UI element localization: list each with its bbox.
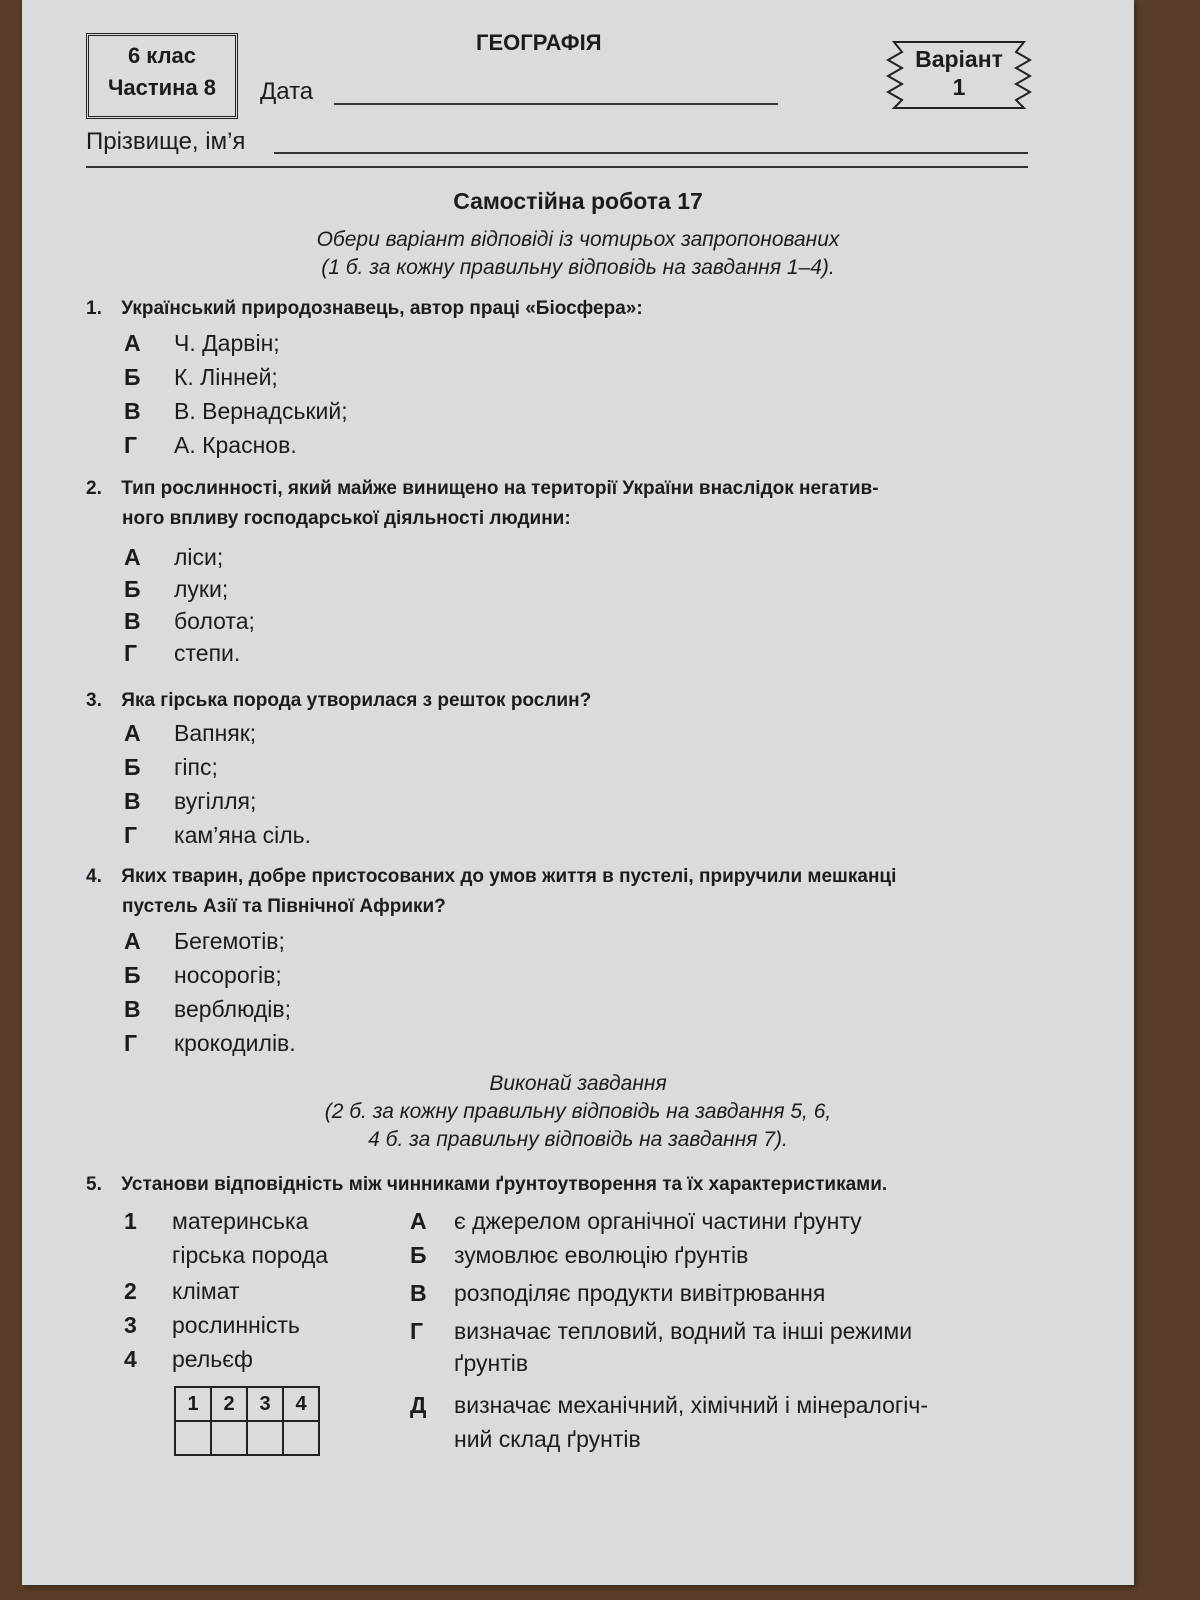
- question-number: 1.: [86, 298, 102, 319]
- question-2: [86, 474, 1046, 534]
- date-label: Дата: [260, 78, 314, 105]
- factor-number: 1: [124, 1208, 137, 1234]
- question-3-options: А Вапняк; Б гіпс; В вугілля; Г кам’яна сіль.: [124, 720, 312, 848]
- factor-text: рослинність: [172, 1312, 300, 1338]
- factor-text: клімат: [172, 1278, 240, 1304]
- class-part-box: [86, 33, 238, 119]
- name-label: Прізвище, ім’я: [86, 128, 246, 155]
- question-text: Український природознавець, автор праці «Біосфера»:: [121, 298, 643, 319]
- characteristic-letter: А: [410, 1208, 427, 1234]
- answer-grid-header-row: [175, 1387, 319, 1421]
- variant-number: 1: [952, 74, 966, 100]
- factor-text: рельєф: [172, 1346, 253, 1372]
- answer-grid-header: 3: [247, 1387, 283, 1421]
- answer-grid-header: 1: [175, 1387, 211, 1421]
- instructions-line-2: (1 б. за кожну правильну відповідь на завдання 1–4).: [321, 256, 835, 279]
- question-number: 4.: [86, 866, 102, 887]
- grade-label: 6 клас: [127, 43, 197, 68]
- task-instructions-line-3: 4 б. за правильну відповідь на завдання 7).: [368, 1128, 788, 1151]
- characteristic-text: є джерелом органічної частини ґрунту: [454, 1208, 862, 1234]
- question-number: 3.: [86, 690, 102, 711]
- characteristic-text: визначає тепловий, водний та інші режими: [454, 1318, 913, 1344]
- factor-text-continued: гірська порода: [172, 1242, 329, 1268]
- characteristic-letter: В: [410, 1280, 427, 1306]
- factor-number: 2: [124, 1278, 137, 1304]
- answer-grid-input-row: [175, 1421, 319, 1455]
- variant-label: Варіант: [915, 46, 1003, 72]
- question-5: [86, 1170, 1046, 1200]
- question-3: [86, 686, 1046, 716]
- answer-grid-header: 4: [283, 1387, 319, 1421]
- question-text-continued: ного впливу господарської діяльності людини:: [122, 508, 571, 529]
- question-1-options: А Ч. Дарвін; Б К. Лінней; В В. Вернадський; Г А. Краснов.: [124, 330, 348, 458]
- characteristic-letter: Д: [410, 1392, 427, 1418]
- answer-grid: [174, 1386, 320, 1456]
- characteristic-letter: Б: [410, 1242, 427, 1268]
- worksheet-page: [22, 0, 1134, 1585]
- question-number: 2.: [86, 478, 102, 499]
- question-text: Яких тварин, добре пристосованих до умов життя в пустелі, приручили мешканці: [121, 866, 897, 887]
- characteristic-text-continued: ний склад ґрунтів: [454, 1426, 641, 1452]
- page-title: Самостійна робота 17: [453, 188, 703, 214]
- instructions-line-1: Обери варіант відповіді із чотирьох запропонованих: [316, 228, 840, 251]
- name-field[interactable]: [274, 152, 1028, 154]
- characteristic-letter: Г: [410, 1318, 424, 1344]
- question-1: [86, 294, 1046, 324]
- variant-badge: [884, 38, 1034, 110]
- answer-cell[interactable]: [283, 1421, 319, 1455]
- answer-cell[interactable]: [211, 1421, 247, 1455]
- question-2-options: А ліси; Б луки; В болота; Г степи.: [124, 544, 255, 666]
- characteristic-text-continued: ґрунтів: [454, 1350, 529, 1376]
- characteristic-text: розподіляє продукти вивітрювання: [454, 1280, 826, 1306]
- part-label: Частина 8: [107, 75, 217, 100]
- task-instructions-line-1: Виконай завдання: [489, 1072, 667, 1095]
- characteristic-text: зумовлює еволюцію ґрунтів: [454, 1242, 749, 1268]
- header-divider: [86, 166, 1028, 168]
- date-field[interactable]: [334, 103, 778, 105]
- task-instructions-line-2: (2 б. за кожну правильну відповідь на завдання 5, 6,: [324, 1100, 832, 1123]
- question-4-options: А Бегемотів; Б носорогів; В верблюдів; Г крокодилів.: [124, 928, 296, 1056]
- subject-title: ГЕОГРАФІЯ: [476, 30, 602, 55]
- factor-text: материнська: [172, 1208, 309, 1234]
- factor-number: 3: [124, 1312, 137, 1338]
- answer-cell[interactable]: [175, 1421, 211, 1455]
- factor-number: 4: [124, 1346, 137, 1372]
- question-text: Установи відповідність між чинниками ґрунтоутворення та їх характеристиками.: [121, 1174, 888, 1195]
- answer-cell[interactable]: [247, 1421, 283, 1455]
- question-text: Яка гірська порода утворилася з решток рослин?: [121, 690, 592, 711]
- characteristic-text: визначає механічний, хімічний і мінералогіч-: [454, 1392, 929, 1418]
- answer-grid-header: 2: [211, 1387, 247, 1421]
- question-text-continued: пустель Азії та Північної Африки?: [122, 896, 446, 917]
- question-4: [86, 862, 1046, 922]
- question-number: 5.: [86, 1174, 102, 1195]
- question-text: Тип рослинності, який майже винищено на території України внаслідок негатив-: [121, 478, 879, 499]
